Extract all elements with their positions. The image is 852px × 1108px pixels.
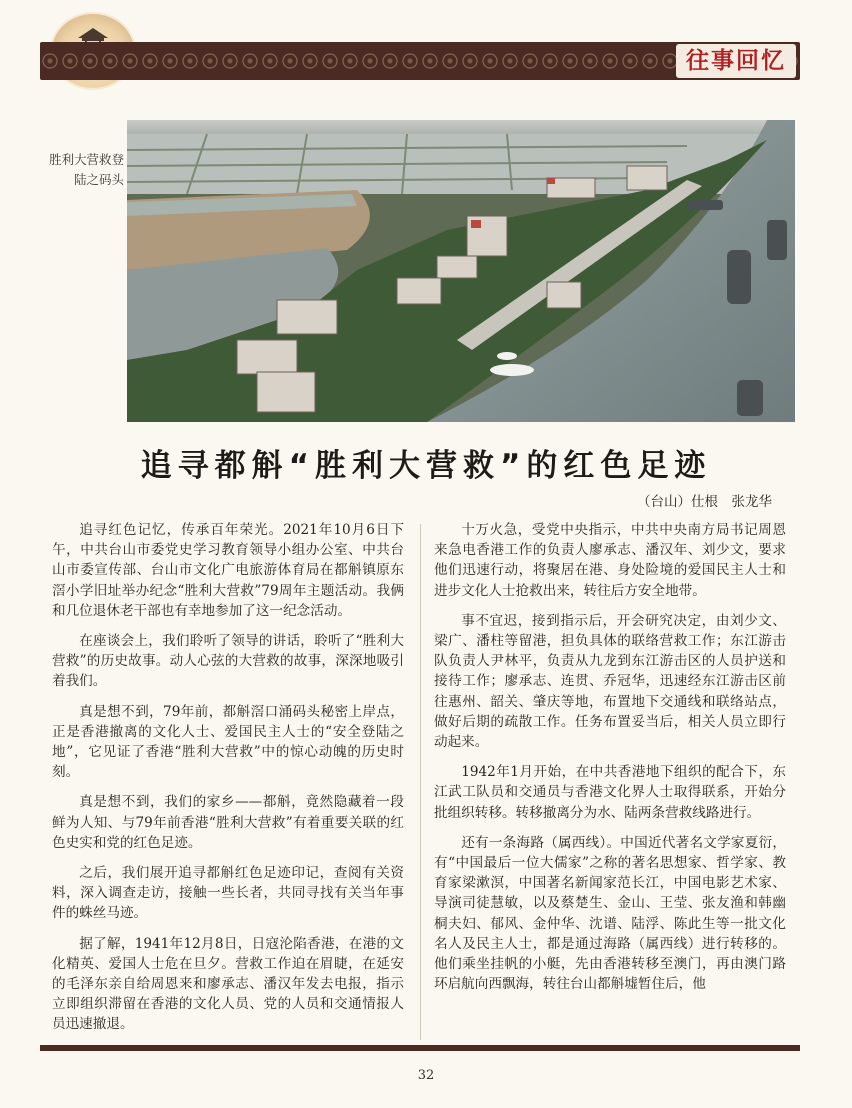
paragraph: 1942年1月开始，在中共香港地下组织的配合下，东江武工队员和交通员与香港文化界人士取得联系，开始分批组织转移。转移撤离分为水、陆两条营救线路进行。: [434, 764, 786, 821]
paragraph: 真是想不到，79年前，都斛滘口涌码头秘密上岸点，正是香港撤离的文化人士、爱国民主人士的“安全登陆之地”，它见证了香港“胜利大营救”中的惊心动魄的历史时刻。: [52, 703, 404, 781]
paragraph: 之后，我们展开追寻都斛红色足迹印记，查阅有关资料，深入调查走访，接触一些长者，共同寻找有关当年事件的蛛丝马迹。: [52, 865, 404, 922]
paragraph: 还有一条海路（属西线）。中国近代著名文学家夏衍，有“中国最后一位大儒家”之称的著名思想家、哲学家、教育家梁漱溟，中国著名新闻家范长江，中国电影艺术家、导演司徒慧敏，以及蔡楚生、金山、王莹、张友渔和韩幽桐夫妇、郁风、金仲华、沈谱、陆浮、陈此生等一批文化名人及民主人士，都是通过海路（属西线）进行转移的。他们乘坐挂帆的小艇，先由香港转移至澳门，再由澳门路环启航向西飘海，转往台山都斛墟暂住后，他: [434, 834, 786, 993]
paragraph: 在座谈会上，我们聆听了领导的讲话，聆听了“胜利大营救”的历史故事。动人心弦的大营救的故事，深深地吸引着我们。: [52, 633, 404, 690]
byline: （台山）仕根 张龙华: [637, 494, 772, 510]
footer-bar: [40, 1045, 800, 1051]
article-title: 追寻都斛“胜利大营救”的红色足迹: [140, 448, 712, 484]
paragraph: 十万火急，受党中央指示，中共中央南方局书记周恩来急电香港工作的负责人廖承志、潘汉年、刘少文，要求他们迅速行动，将聚居在港、身处险境的爱国民主人士和进步文化人士抢救出来，转往后方安全地带。: [434, 522, 786, 599]
section-title: 往事回忆: [676, 44, 796, 78]
right-column: [434, 520, 786, 1004]
paragraph: 追寻红色记忆，传承百年荣光。2021年10月6日下午，中共台山市委党史学习教育领导小组办公室、中共台山市委宣传部、台山市文化广电旅游体育局在都斛镇原东滘小学旧址举办纪念“胜利大营救”79周年主题活动。我俩和几位退休老干部也有幸地参加了这一纪念活动。: [52, 522, 404, 619]
page-number: 32: [417, 1068, 435, 1083]
paragraph: 据了解，1941年12月8日，日寇沦陷香港，在港的文化精英、爱国人士危在旦夕。营救工作迫在眉睫，在延安的毛泽东亲自给周恩来和廖承志、潘汉年发去电报，指示立即组织滞留在香港的文化人员、党的人员和交通情报人员迅速撤退。: [52, 935, 404, 1033]
paragraph: 事不宜迟，接到指示后，开会研究决定，由刘少文、梁广、潘柱等留港，担负具体的联络营救工作；东江游击队负责人尹林平，负责从九龙到东江游击区的人员护送和接待工作；廖承志、连贯、乔冠华，迅速经东江游击区前往惠州、韶关、肇庆等地，布置地下交通线和联络站点，做好后期的疏散工作。任务布置妥当后，相关人员立即行动起来。: [434, 612, 786, 751]
left-column: [52, 520, 404, 1045]
column-divider: [420, 524, 421, 1040]
photo-caption: 胜利大营救登陆之码头: [48, 152, 124, 187]
paragraph: 真是想不到，我们的家乡——都斛，竟然隐藏着一段鲜为人知、与79年前香港“胜利大营救”有着重要关联的红色史实和党的红色足迹。: [52, 794, 404, 851]
header-band: [40, 42, 800, 80]
aerial-photo: [127, 120, 795, 422]
